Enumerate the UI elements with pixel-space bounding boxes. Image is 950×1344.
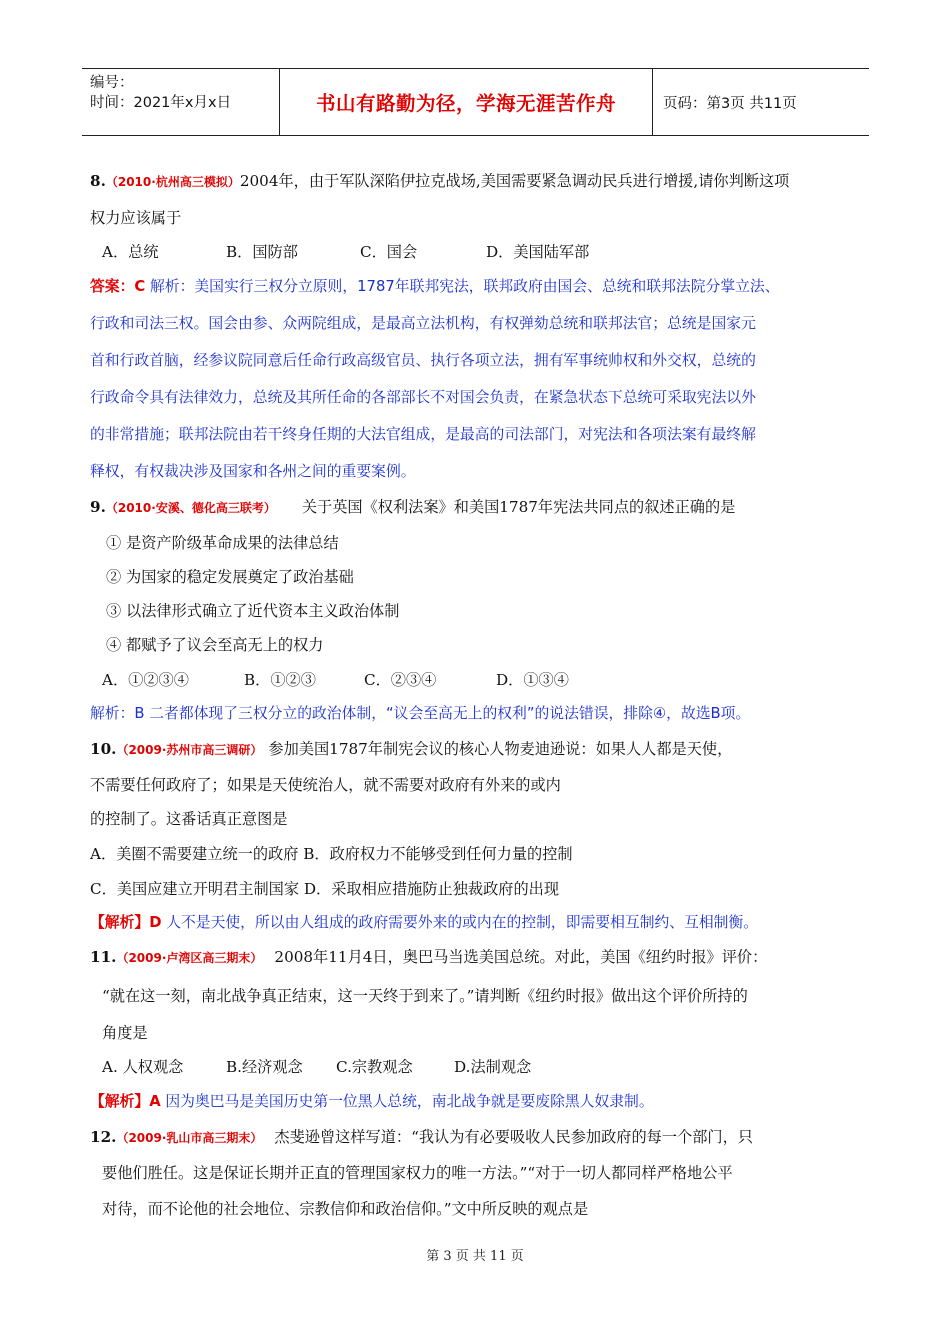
q10-expl-label: 【解析】D bbox=[90, 914, 162, 931]
q11-source: （2009·卢湾区高三期末） bbox=[116, 951, 263, 965]
q8-expl-2: 行政和司法三权。国会由参、众两院组成，是最高立法机构，有权弹劾总统和联邦法官；总统是国家元 bbox=[90, 315, 756, 332]
q9-item-3: ③ 以法律形式确立了近代资本主义政治体制 bbox=[106, 602, 400, 620]
motto: 书山有路勤为径，学海无涯苦作舟 bbox=[315, 92, 616, 115]
q8-stem-line-1 bbox=[90, 170, 789, 193]
q11-stem-line-1 bbox=[90, 946, 767, 969]
q10-stem-2: 不需要任何政府了；如果是天使统治人，就不需要对政府有外来的或内 bbox=[90, 776, 561, 794]
q8-answer-label: 答案：C bbox=[90, 278, 146, 295]
q11-expl-label: 【解析】A bbox=[90, 1093, 161, 1110]
q11-stem-1: 2008年11月4日，奥巴马当选美国总统。对此，美国《纽约时报》评价： bbox=[274, 948, 768, 966]
q8-options bbox=[102, 241, 589, 263]
header-middle bbox=[279, 69, 653, 135]
q11-options bbox=[102, 1056, 531, 1078]
page-header bbox=[82, 68, 869, 136]
q12-source: （2009·乳山市高三期末） bbox=[116, 1131, 263, 1145]
q8-stem-1: 2004年，由于军队深陷伊拉克战场,美国需要紧急调动民兵进行增援,请你判断这项 bbox=[239, 172, 790, 190]
q8-expl-3: 首和行政首脑，经参议院同意后任命行政高级官员、执行各项立法，拥有军事统帅权和外交权，总统的 bbox=[90, 352, 756, 369]
number-label: 编号： bbox=[90, 75, 134, 91]
q12-stem-3: 对待，而不论他的社会地位、宗教信仰和政治信仰。”文中所反映的观点是 bbox=[102, 1200, 589, 1218]
q9-item-2: ② 为国家的稳定发展奠定了政治基础 bbox=[106, 568, 354, 586]
q10-expl-line bbox=[90, 912, 758, 934]
q8-number: 8. bbox=[90, 172, 106, 190]
q10-number: 10. bbox=[90, 740, 117, 758]
date-label: 时间：2021年x月x日 bbox=[90, 95, 232, 111]
q8-expl-1: 解析：美国实行三权分立原则，1787年联邦宪法，联邦政府由国会、总统和联邦法院分掌立法、 bbox=[145, 278, 780, 295]
q9-item-4: ④ 都赋予了议会至高无上的权力 bbox=[106, 636, 324, 654]
q11-option-d: D.法制观念 bbox=[454, 1058, 532, 1076]
q9-stem: 关于英国《权利法案》和美国1787年宪法共同点的叙述正确的是 bbox=[301, 498, 736, 516]
q11-option-c: C.宗教观念 bbox=[336, 1058, 413, 1076]
q9-options bbox=[102, 669, 569, 691]
q11-stem-3: 角度是 bbox=[102, 1024, 148, 1042]
q9-option-d: D．①③④ bbox=[496, 671, 569, 689]
q12-stem-2: 要他们胜任。这是保证长期并正直的管理国家权力的唯一方法。”“对于一切人都同样严格地公平 bbox=[102, 1164, 733, 1182]
q11-option-b: B.经济观念 bbox=[226, 1058, 303, 1076]
q10-options-1: A．美圈不需要建立统一的政府 B．政府权力不能够受到任何力量的控制 bbox=[90, 845, 573, 863]
q8-option-c: C．国会 bbox=[360, 243, 418, 261]
q9-source: （2010·安溪、德化高三联考） bbox=[105, 501, 276, 515]
q10-options-2: C．美国应建立开明君主制国家 D．采取相应措施防止独裁政府的出现 bbox=[90, 880, 560, 898]
q9-stem-line bbox=[90, 496, 735, 519]
header-left bbox=[82, 69, 279, 135]
q10-stem-line-1 bbox=[90, 738, 732, 761]
q10-stem-3: 的控制了。这番话真正意图是 bbox=[90, 810, 288, 828]
q10-source: （2009·苏州市高三调研） bbox=[116, 743, 263, 757]
q9-option-a: A．①②③④ bbox=[102, 671, 189, 689]
q9-option-b: B．①②③ bbox=[244, 671, 316, 689]
q11-stem-2: “就在这一刻，南北战争真正结束，这一天终于到来了。”请判断《纽约时报》做出这个评价所持的 bbox=[102, 987, 748, 1005]
q9-number: 9. bbox=[90, 498, 106, 516]
q8-option-b: B．国防部 bbox=[226, 243, 298, 261]
q10-expl: 人不是天使，所以由人组成的政府需要外来的或内在的控制，即需要相互制约、互相制衡。 bbox=[161, 914, 759, 931]
q11-expl: 因为奥巴马是美国历史第一位黑人总统，南北战争就是要废除黑人奴隶制。 bbox=[160, 1093, 654, 1110]
q11-number: 11. bbox=[90, 948, 117, 966]
q9-item-1: ① 是资产阶级革命成果的法律总结 bbox=[106, 534, 339, 552]
q11-expl-line bbox=[90, 1091, 654, 1113]
q10-stem-1: 参加美国1787年制宪会议的核心人物麦迪逊说：如果人人都是天使， bbox=[268, 740, 733, 758]
header-right bbox=[653, 69, 869, 135]
q12-stem-1: 杰斐逊曾这样写道：“我认为有必要吸收人民参加政府的每一个部门，只 bbox=[274, 1128, 753, 1146]
q8-source: （2010·杭州高三模拟） bbox=[105, 175, 240, 189]
q8-expl-line-1 bbox=[90, 276, 780, 298]
q8-expl-5: 的非常措施；联邦法院由若干终身任期的大法官组成，是最高的司法部门，对宪法和各项法案有最终解 bbox=[90, 426, 756, 443]
page-footer: 第 3 页 共 11 页 bbox=[426, 1249, 524, 1264]
q9-option-c: C．②③④ bbox=[364, 671, 437, 689]
q8-option-a: A．总统 bbox=[102, 243, 159, 261]
q11-option-a: A. 人权观念 bbox=[102, 1058, 184, 1076]
q12-stem-line-1 bbox=[90, 1126, 753, 1149]
q8-expl-4: 行政命令具有法律效力，总统及其所任命的各部部长不对国会负责，在紧急状态下总统可采取宪法以外 bbox=[90, 389, 756, 406]
q9-explanation: 解析：B 二者都体现了三权分立的政治体制，“议会至高无上的权利”的说法错误，排除④，故选B项。 bbox=[90, 705, 751, 722]
q8-expl-6: 释权，有权裁决涉及国家和各州之间的重要案例。 bbox=[90, 463, 416, 480]
q12-number: 12. bbox=[90, 1128, 117, 1146]
q8-option-d: D．美国陆军部 bbox=[486, 243, 590, 261]
q8-stem-2: 权力应该属于 bbox=[90, 209, 182, 227]
page-label: 页码：第3页 共11页 bbox=[663, 95, 797, 112]
